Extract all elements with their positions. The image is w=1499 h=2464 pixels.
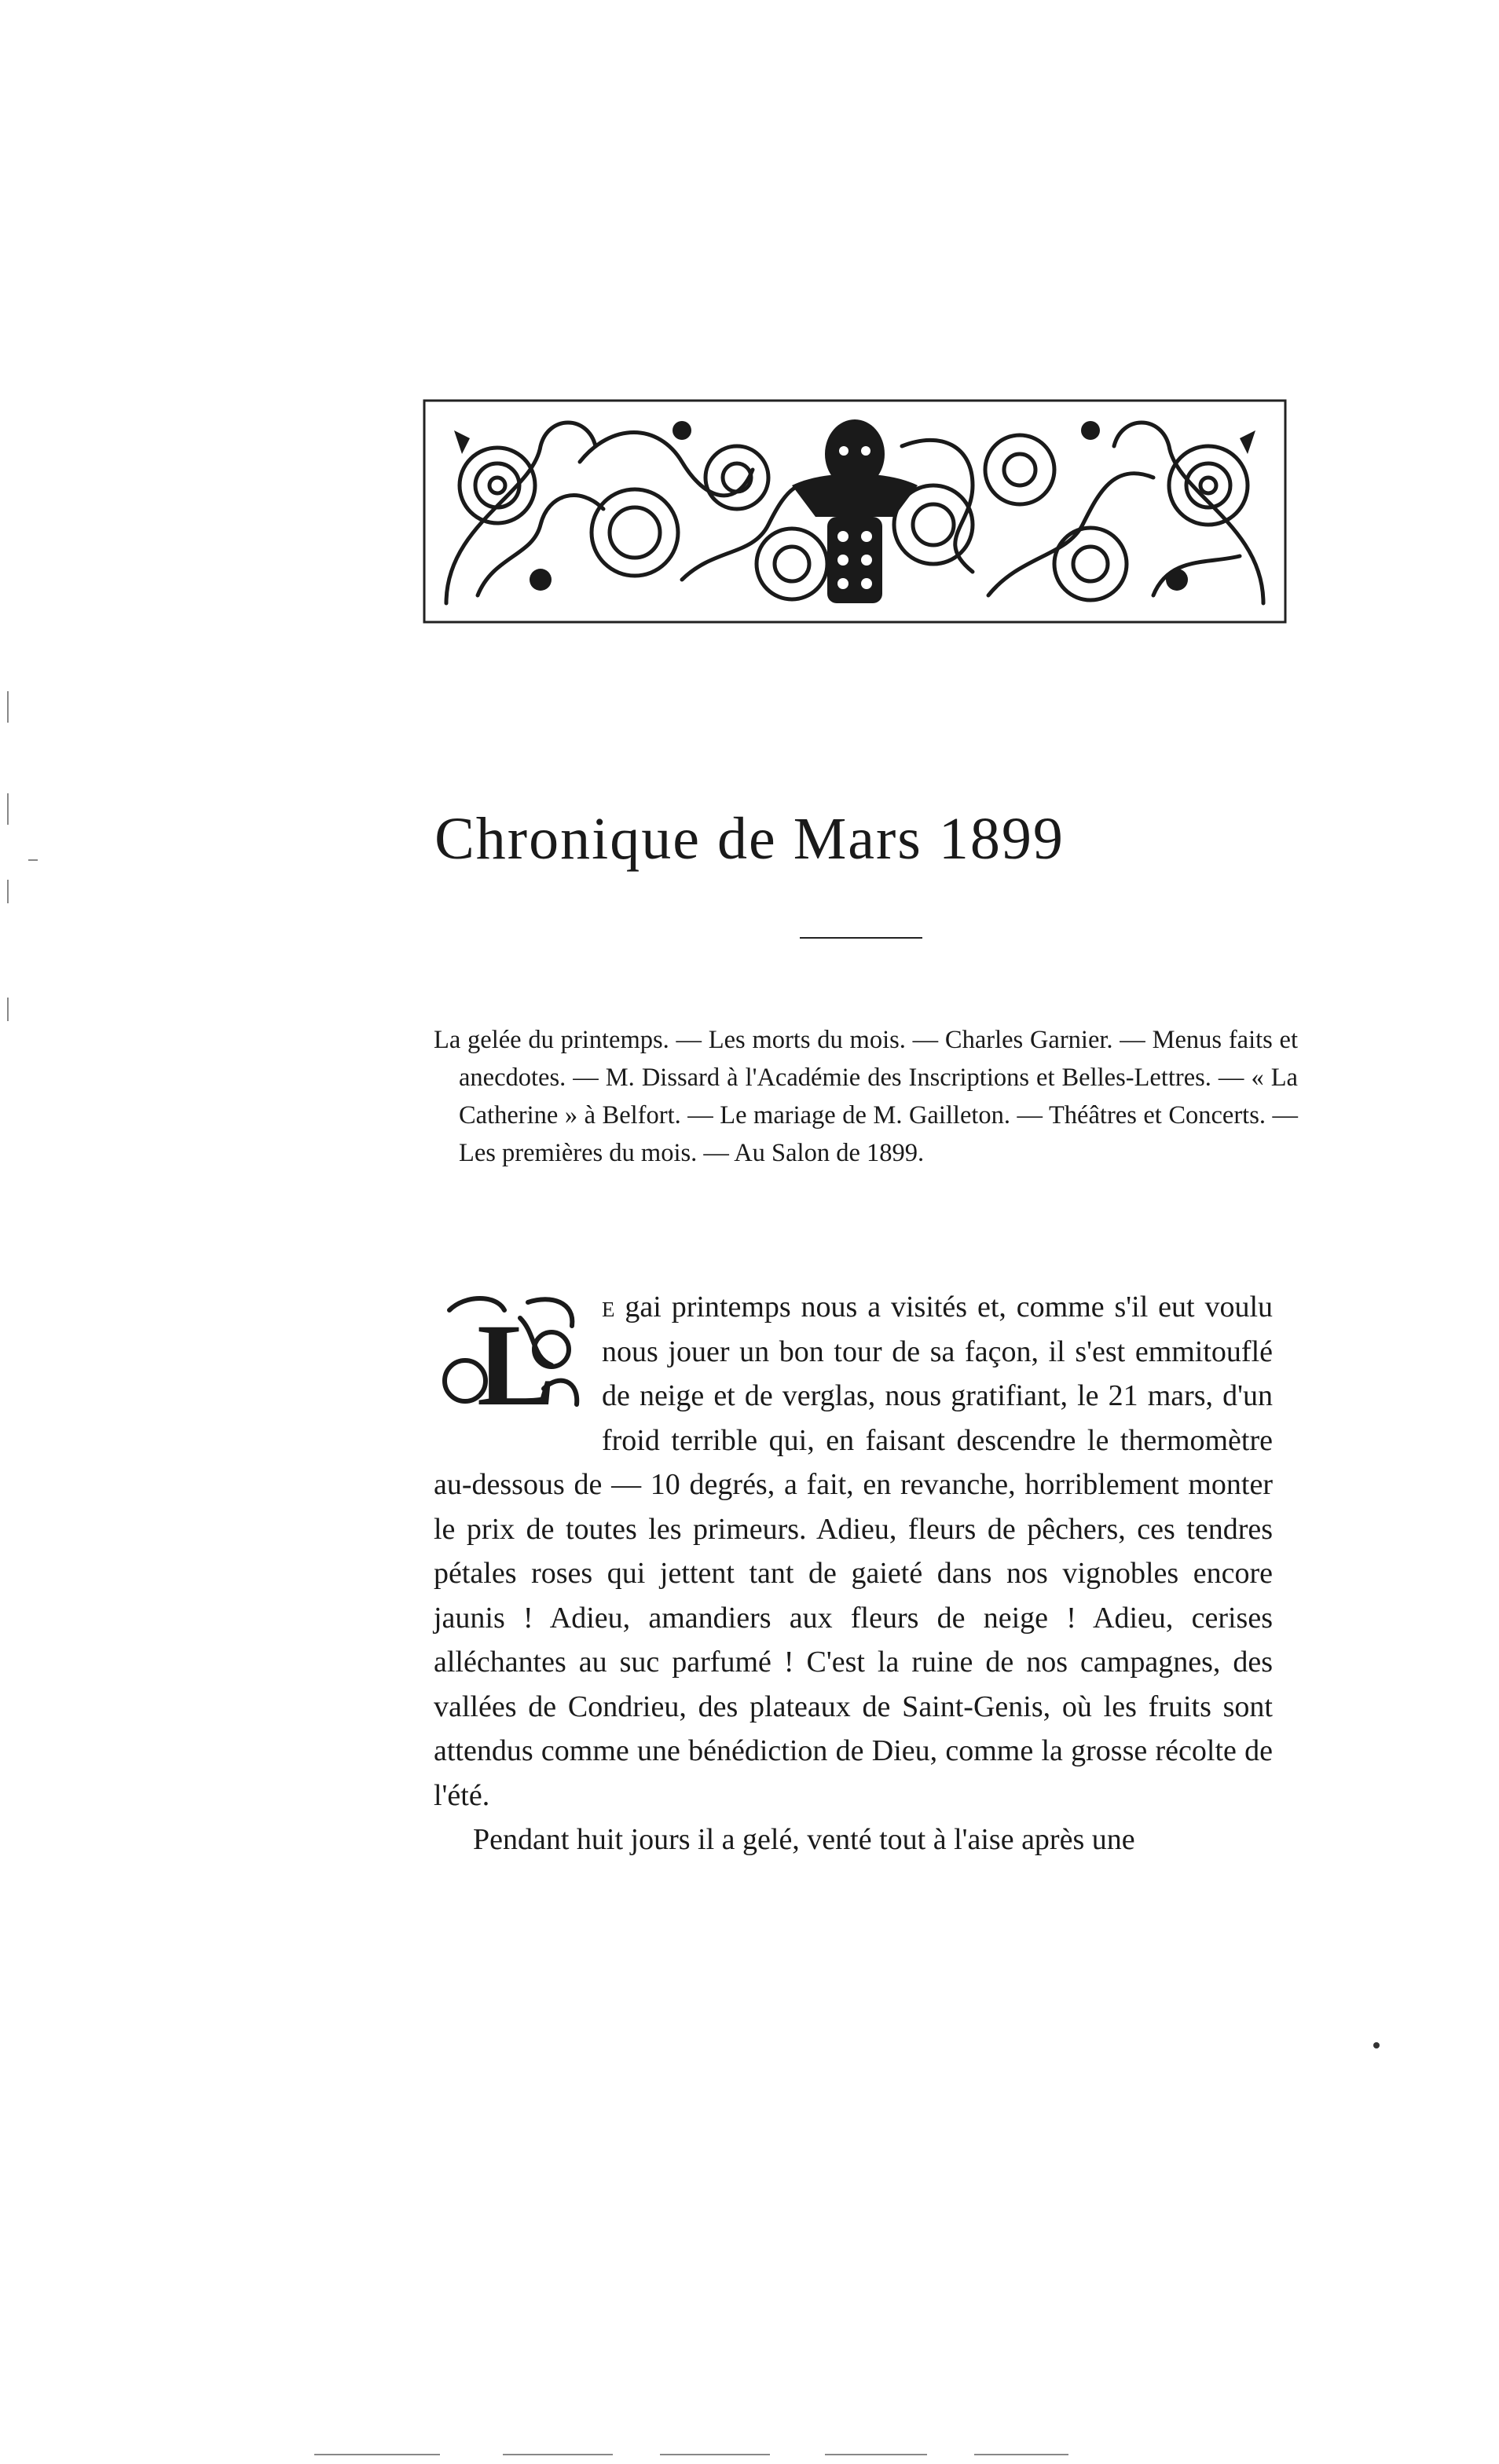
paragraph-2: Pendant huit jours il a gelé, venté tout à l'aise après une bbox=[473, 1823, 1135, 1856]
body-text bbox=[434, 1285, 1273, 1862]
ornamental-headpiece-icon bbox=[423, 399, 1287, 624]
first-word-rest: e bbox=[602, 1291, 615, 1324]
chapter-summary: La gelée du printemps. — Les morts du mois. — Charles Garnier. — Menus faits et anecdotes. — M. Dissard à l'Académie des Inscriptions et Belles-Lettres. — « La Catherine » à Belfort. — Le mariage de M. Gailleton. — Théâtres et Concerts. — Les premières du mois. — Au Salon de 1899. bbox=[434, 1026, 1298, 1167]
page-title: Chronique de Mars 1899 bbox=[434, 806, 1065, 872]
dropcap-letter: L bbox=[477, 1300, 556, 1420]
paragraph-1-text: gai printemps nous a visités et, comme s'il eut voulu nous jouer un bon tour de sa façon, il s'est emmitouflé de neige et de verglas, nous gratifiant, le 21 mars, d'un froid terrible qui, en faisant descendre le thermomètre au-dessous de — 10 degrés, a fait, en revanche, horriblement monter le prix de toutes les primeurs. Adieu, fleurs de pêchers, ces tendres pétales roses qui jettent tant de gaieté dans nos vignobles encore jaunis ! Adieu, amandiers aux fleurs de neige ! Adieu, cerises alléchantes au suc parfumé ! C'est la ruine de nos campagnes, des vallées de Condrieu, des plateaux de Saint-Genis, où les fruits sont attendus comme une bénédiction de Dieu, comme la grosse récolte de l'été. bbox=[434, 1291, 1273, 1812]
ornate-initial-icon bbox=[434, 1287, 588, 1420]
paragraph-1 bbox=[434, 1285, 1273, 1818]
title-divider bbox=[800, 937, 922, 939]
